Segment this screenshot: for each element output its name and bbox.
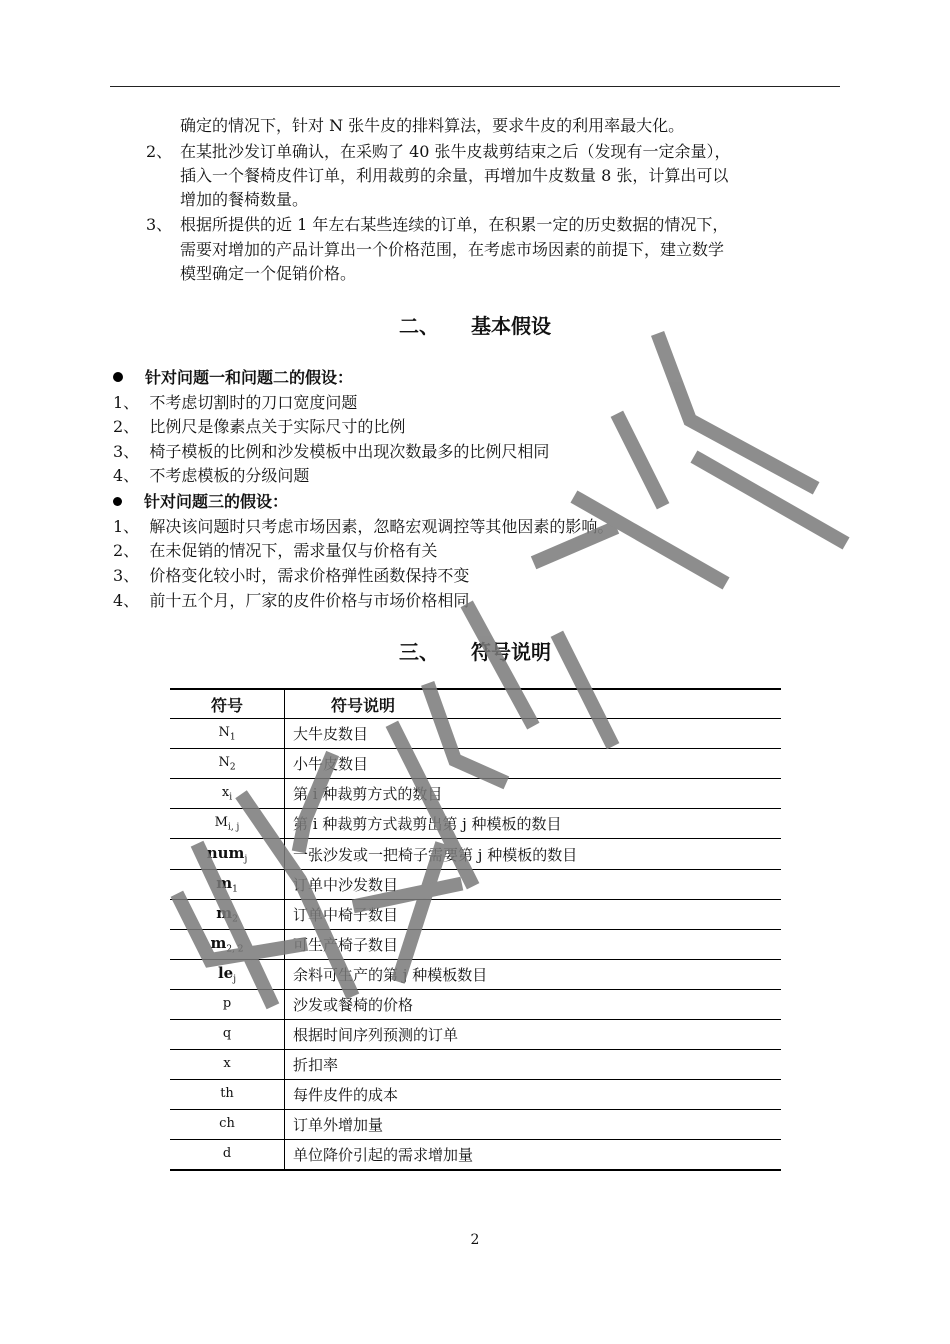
table-row (170, 870, 781, 900)
symbol-cell: d (170, 1140, 285, 1171)
symbol-table (170, 688, 781, 1171)
description-cell: 订单中椅子数目 (285, 900, 782, 930)
symbol-cell: $le_j$ (170, 960, 285, 990)
list-item: 1、 解决该问题时只考虑市场因素，忽略宏观调控等其他因素的影响。 (113, 517, 614, 536)
table-row (170, 839, 781, 870)
assumption-group-title: 针对问题三的假设： (113, 490, 288, 514)
list-number: 3、 (146, 215, 173, 234)
table-row (170, 719, 781, 749)
section-title: 符号说明 (471, 640, 551, 664)
description-cell: 根据时间序列预测的订单 (285, 1020, 782, 1050)
description-cell: 第 i 种裁剪方式裁剪出第 j 种模板的数目 (285, 809, 782, 839)
list-item: 4、 前十五个月，厂家的皮件价格与市场价格相同 (113, 591, 470, 610)
symbol-cell: $N_2$ (170, 749, 285, 779)
assumption-group-title: 针对问题一和问题二的假设： (113, 366, 353, 390)
section-title: 基本假设 (471, 314, 551, 338)
table-row (170, 779, 781, 809)
description-cell: 沙发或餐椅的价格 (285, 990, 782, 1020)
symbol-cell: $m_{2, 2}$ (170, 930, 285, 960)
table-row (170, 1020, 781, 1050)
table-row (170, 749, 781, 779)
column-header: 符号说明 (285, 689, 782, 719)
intro-line: 确定的情况下，针对 N 张牛皮的排料算法，要求牛皮的利用率最大化。 (180, 116, 685, 135)
table-row (170, 1080, 781, 1110)
table-row (170, 900, 781, 930)
list-item: 3、 椅子模板的比例和沙发模板中出现次数最多的比例尺相同 (113, 442, 550, 461)
symbol-cell: $m_2$ (170, 900, 285, 930)
list-item: 2、 比例尺是像素点关于实际尺寸的比例 (113, 417, 406, 436)
table-row (170, 1110, 781, 1140)
section-heading (0, 310, 950, 339)
symbol-cell: $x_i$ (170, 779, 285, 809)
symbol-cell: $N_1$ (170, 719, 285, 749)
intro-line: 插入一个餐椅皮件订单，利用裁剪的余量，再增加牛皮数量 8 张，计算出可以 (180, 166, 729, 185)
table-row (170, 809, 781, 839)
description-cell: 折扣率 (285, 1050, 782, 1080)
table-row (170, 1140, 781, 1171)
symbol-cell: ch (170, 1110, 285, 1140)
bullet-icon (113, 372, 123, 382)
list-item: 4、 不考虑模板的分级问题 (113, 466, 310, 485)
table-row (170, 990, 781, 1020)
symbol-cell: p (170, 990, 285, 1020)
description-cell: 一张沙发或一把椅子需要第 j 种模板的数目 (285, 839, 782, 870)
intro-line: 在某批沙发订单确认，在采购了 40 张牛皮裁剪结束之后（发现有一定余量）， (180, 142, 731, 161)
table-row (170, 960, 781, 990)
symbol-cell: th (170, 1080, 285, 1110)
table-header-row (170, 689, 781, 719)
symbol-cell: $m_1$ (170, 870, 285, 900)
intro-line: 模型确定一个促销价格。 (180, 264, 357, 283)
section-number: 三、 (399, 640, 439, 664)
symbol-cell: $M_{i, j}$ (170, 809, 285, 839)
list-item: 2、 在未促销的情况下，需求量仅与价格有关 (113, 541, 438, 560)
description-cell: 每件皮件的成本 (285, 1080, 782, 1110)
section-number: 二、 (399, 314, 439, 338)
intro-line: 根据所提供的近 1 年左右某些连续的订单，在积累一定的历史数据的情况下， (180, 215, 729, 234)
intro-line: 需要对增加的产品计算出一个价格范围，在考虑市场因素的前提下，建立数学 (180, 240, 725, 259)
header-rule (110, 86, 840, 87)
column-header: 符号 (170, 689, 285, 719)
description-cell: 订单中沙发数目 (285, 870, 782, 900)
description-cell: 第 i 种裁剪方式的数目 (285, 779, 782, 809)
description-cell: 订单外增加量 (285, 1110, 782, 1140)
symbol-cell: q (170, 1020, 285, 1050)
symbol-cell: x (170, 1050, 285, 1080)
bullet-icon (113, 497, 122, 506)
section-heading (0, 636, 950, 665)
description-cell: 余料可生产的第 j 种模板数目 (285, 960, 782, 990)
symbol-cell: num$_j$ (170, 839, 285, 870)
table-row (170, 930, 781, 960)
table-row (170, 1050, 781, 1080)
list-number: 2、 (146, 142, 173, 161)
intro-line: 增加的餐椅数量。 (180, 190, 309, 209)
description-cell: 小牛皮数目 (285, 749, 782, 779)
list-item: 1、 不考虑切割时的刀口宽度问题 (113, 393, 358, 412)
list-item: 3、 价格变化较小时，需求价格弹性函数保持不变 (113, 566, 470, 585)
description-cell: 可生产椅子数目 (285, 930, 782, 960)
page-number: 2 (470, 1232, 480, 1248)
description-cell: 大牛皮数目 (285, 719, 782, 749)
description-cell: 单位降价引起的需求增加量 (285, 1140, 782, 1171)
